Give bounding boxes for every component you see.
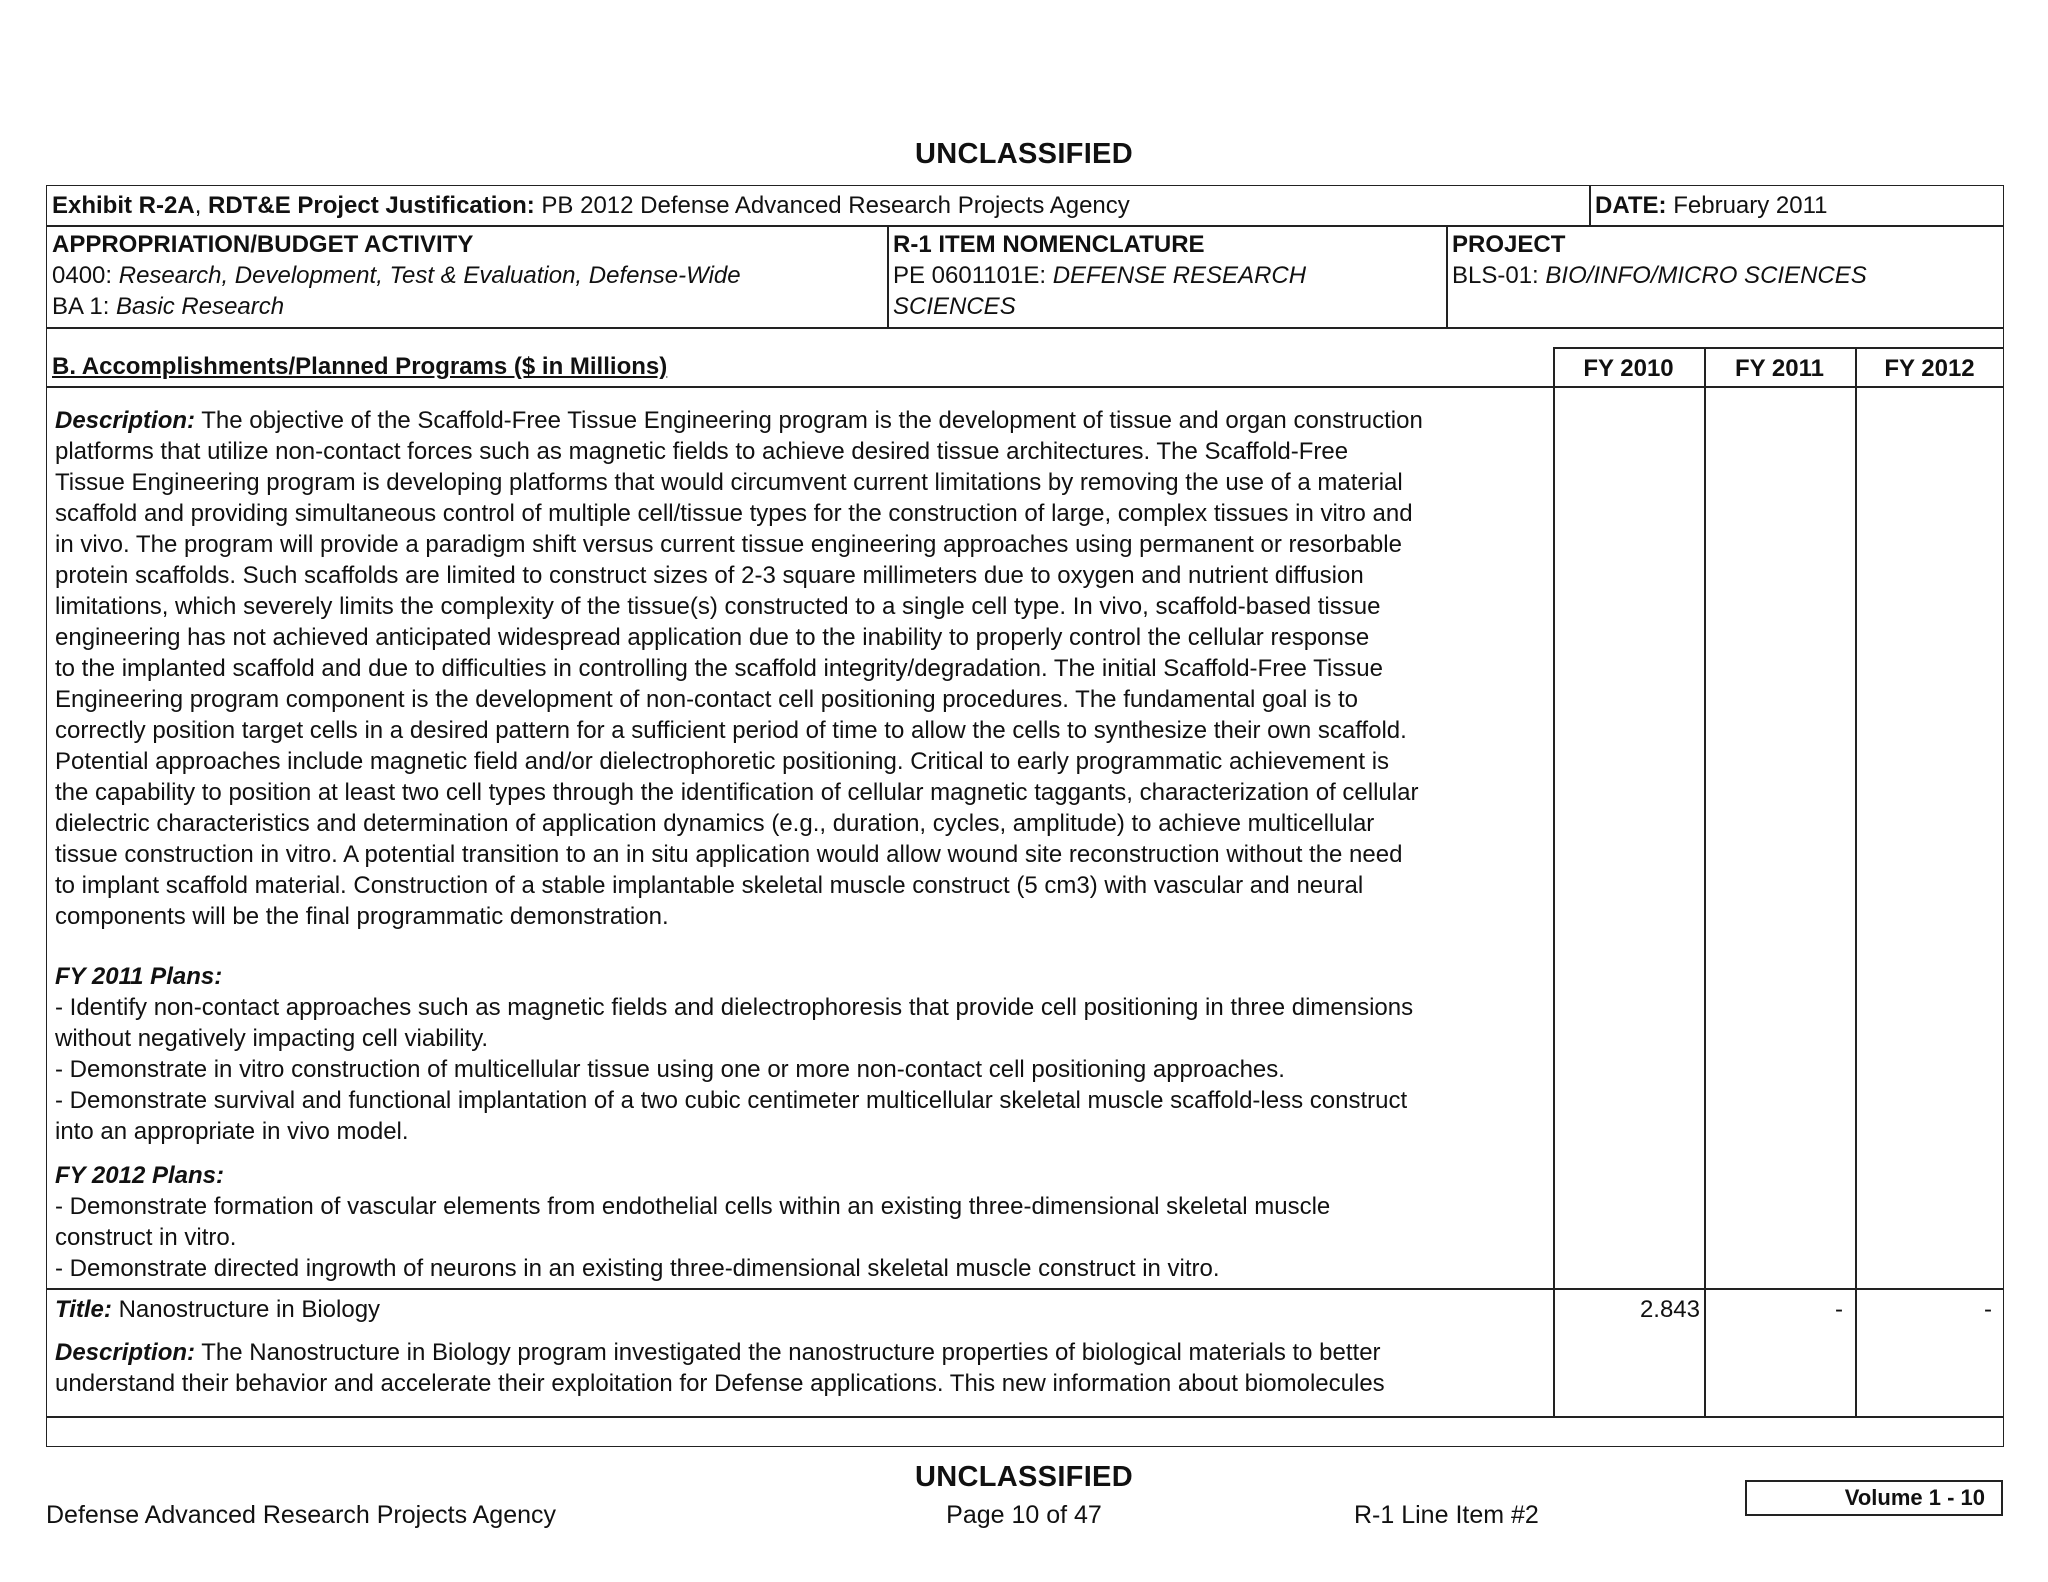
plan-line: - Demonstrate directed ingrowth of neurons in an existing three-dimensional skeletal muscle construct in vitro. — [55, 1255, 1220, 1282]
program-element — [893, 260, 1306, 291]
plan-line: - Identify non-contact approaches such as magnetic fields and dielectrophoresis that provide cell positioning in three dimensions — [55, 994, 1414, 1021]
title-value: Nanostructure in Biology — [111, 1296, 381, 1323]
date-label: DATE: — [1595, 192, 1667, 219]
exhibit-label: Exhibit R-2A — [52, 192, 195, 219]
program2-fy2012-value: - — [1984, 1296, 1992, 1323]
section-title: B. Accomplishments/Planned Programs ($ in Millions) — [52, 353, 668, 380]
description-line: protein scaffolds. Such scaffolds are limited to construct sizes of 2-3 square millimeters due to oxygen and nutrient diffusion — [55, 562, 1364, 589]
plan-line: without negatively impacting cell viability. — [55, 1025, 489, 1052]
nomenclature-label: R-1 ITEM NOMENCLATURE — [893, 231, 1205, 258]
description-label: Description: — [55, 407, 196, 434]
divider — [1446, 225, 1448, 327]
plan-line: into an appropriate in vivo model. — [55, 1118, 409, 1145]
description-line: in vivo. The program will provide a paradigm shift versus current tissue engineering approaches using permanent or resorbable — [55, 531, 1402, 558]
description-line: tissue construction in vitro. A potential transition to an in situ application would allow wound site reconstruction without the need — [55, 841, 1403, 868]
divider — [46, 327, 2004, 329]
project-label: PROJECT — [1452, 231, 1566, 258]
column-fy2012: FY 2012 — [1884, 355, 1975, 382]
divider — [1704, 347, 1706, 1416]
ba-name: Basic Research — [116, 293, 285, 320]
description-line: Potential approaches include magnetic field and/or dielectrophoretic positioning. Critical to early programmatic achievement is — [55, 748, 1390, 775]
plan-line: - Demonstrate formation of vascular elements from endothelial cells within an existing three-dimensional skeletal muscle — [55, 1193, 1331, 1220]
description-line: scaffold and providing simultaneous control of multiple cell/tissue types for the construction of large, complex tissues in vitro and — [55, 500, 1413, 527]
footer-agency: Defense Advanced Research Projects Agency — [46, 1501, 557, 1529]
description-line: components will be the final programmatic demonstration. — [55, 903, 669, 930]
divider — [1553, 347, 2004, 349]
appropriation-code: 0400: — [52, 262, 119, 289]
ba-code: BA 1: — [52, 293, 117, 320]
appropriation-value — [52, 260, 741, 291]
classification-banner-top: UNCLASSIFIED — [915, 138, 1133, 170]
description-line: limitations, which severely limits the complexity of the tissue(s) constructed to a single cell type. In vivo, scaffold-based tissue — [55, 593, 1381, 620]
classification-banner-bottom: UNCLASSIFIED — [915, 1461, 1133, 1493]
appropriation-label: APPROPRIATION/BUDGET ACTIVITY — [52, 231, 474, 258]
project-code: BLS-01: — [1452, 262, 1546, 289]
description-line: dielectric characteristics and determination of application dynamics (e.g., duration, cycles, amplitude) to achieve multicellular — [55, 810, 1375, 837]
divider — [1855, 347, 1857, 1416]
appropriation-name: Research, Development, Test & Evaluation, Defense-Wide — [118, 262, 741, 289]
pe-name-1: DEFENSE RESEARCH — [1052, 262, 1307, 289]
column-fy2010: FY 2010 — [1583, 355, 1674, 382]
fy2012-plans-label: FY 2012 Plans: — [55, 1162, 224, 1189]
description-line: The Nanostructure in Biology program investigated the nanostructure properties of biological materials to better — [195, 1339, 1381, 1366]
description-line: the capability to position at least two cell types through the identification of cellular magnetic taggants, characterization of cellular — [55, 779, 1419, 806]
divider — [887, 225, 889, 327]
description-line: engineering has not achieved anticipated widespread application due to the inability to properly control the cellular response — [55, 624, 1370, 651]
date-value: February 2011 — [1666, 192, 1828, 219]
volume-box: Volume 1 - 10 — [1745, 1480, 2003, 1516]
pe-code: PE 0601101E: — [893, 262, 1053, 289]
divider — [46, 1288, 2004, 1290]
exhibit-title — [52, 190, 1130, 221]
description-line: The objective of the Scaffold-Free Tissue Engineering program is the development of tissue and organ construction — [195, 407, 1423, 434]
column-fy2011: FY 2011 — [1735, 355, 1824, 382]
divider — [46, 386, 2004, 388]
plan-line: construct in vitro. — [55, 1224, 237, 1251]
fy2012-plans — [55, 1160, 1555, 1284]
exhibit-separator: , — [194, 192, 209, 219]
divider — [46, 1416, 2004, 1418]
justification-label: RDT&E Project Justification: — [208, 192, 535, 219]
description-line: Engineering program component is the development of non-contact cell positioning procedures. The fundamental goal is to — [55, 686, 1359, 713]
program2-fy2010-value: 2.843 — [1639, 1296, 1700, 1323]
project-name: BIO/INFO/MICRO SCIENCES — [1545, 262, 1867, 289]
footer-line-item: R-1 Line Item #2 — [1354, 1501, 1539, 1529]
description-label: Description: — [55, 1339, 196, 1366]
description-line: correctly position target cells in a desired pattern for a sufficient period of time to allow the cells to synthesize their own scaffold. — [55, 717, 1407, 744]
divider — [46, 225, 2004, 227]
description-line: understand their behavior and accelerate their exploitation for Defense applications. This new information about biomolecules — [55, 1370, 1385, 1397]
description-line: to implant scaffold material. Construction of a stable implantable skeletal muscle construct (5 cm3) with vascular and neural — [55, 872, 1364, 899]
fy2011-plans — [55, 961, 1555, 1147]
pe-name-2: SCIENCES — [893, 293, 1016, 320]
program2-description — [55, 1337, 1555, 1399]
divider — [1589, 185, 1591, 225]
plan-line: - Demonstrate survival and functional implantation of a two cubic centimeter multicellular skeletal muscle scaffold-less construct — [55, 1087, 1408, 1114]
program2-title — [55, 1294, 380, 1325]
budget-activity-value — [52, 291, 284, 322]
description-line: to the implanted scaffold and due to difficulties in controlling the scaffold integrity/degradation. The initial Scaffold-Free Tissue — [55, 655, 1383, 682]
title-label: Title: — [55, 1296, 112, 1323]
footer-page-number: Page 10 of 47 — [946, 1501, 1102, 1529]
program1-description — [55, 405, 1555, 932]
justification-value: PB 2012 Defense Advanced Research Projects Agency — [534, 192, 1130, 219]
project-value — [1452, 260, 1867, 291]
description-line: Tissue Engineering program is developing platforms that would circumvent current limitations by removing the use of a material — [55, 469, 1403, 496]
program2-fy2011-value: - — [1835, 1296, 1843, 1323]
date-field — [1595, 190, 1828, 221]
description-line: platforms that utilize non-contact forces such as magnetic fields to achieve desired tissue architectures. The Scaffold-Free — [55, 438, 1349, 465]
plan-line: - Demonstrate in vitro construction of multicellular tissue using one or more non-contact cell positioning approaches. — [55, 1056, 1285, 1083]
fy2011-plans-label: FY 2011 Plans: — [55, 963, 223, 990]
